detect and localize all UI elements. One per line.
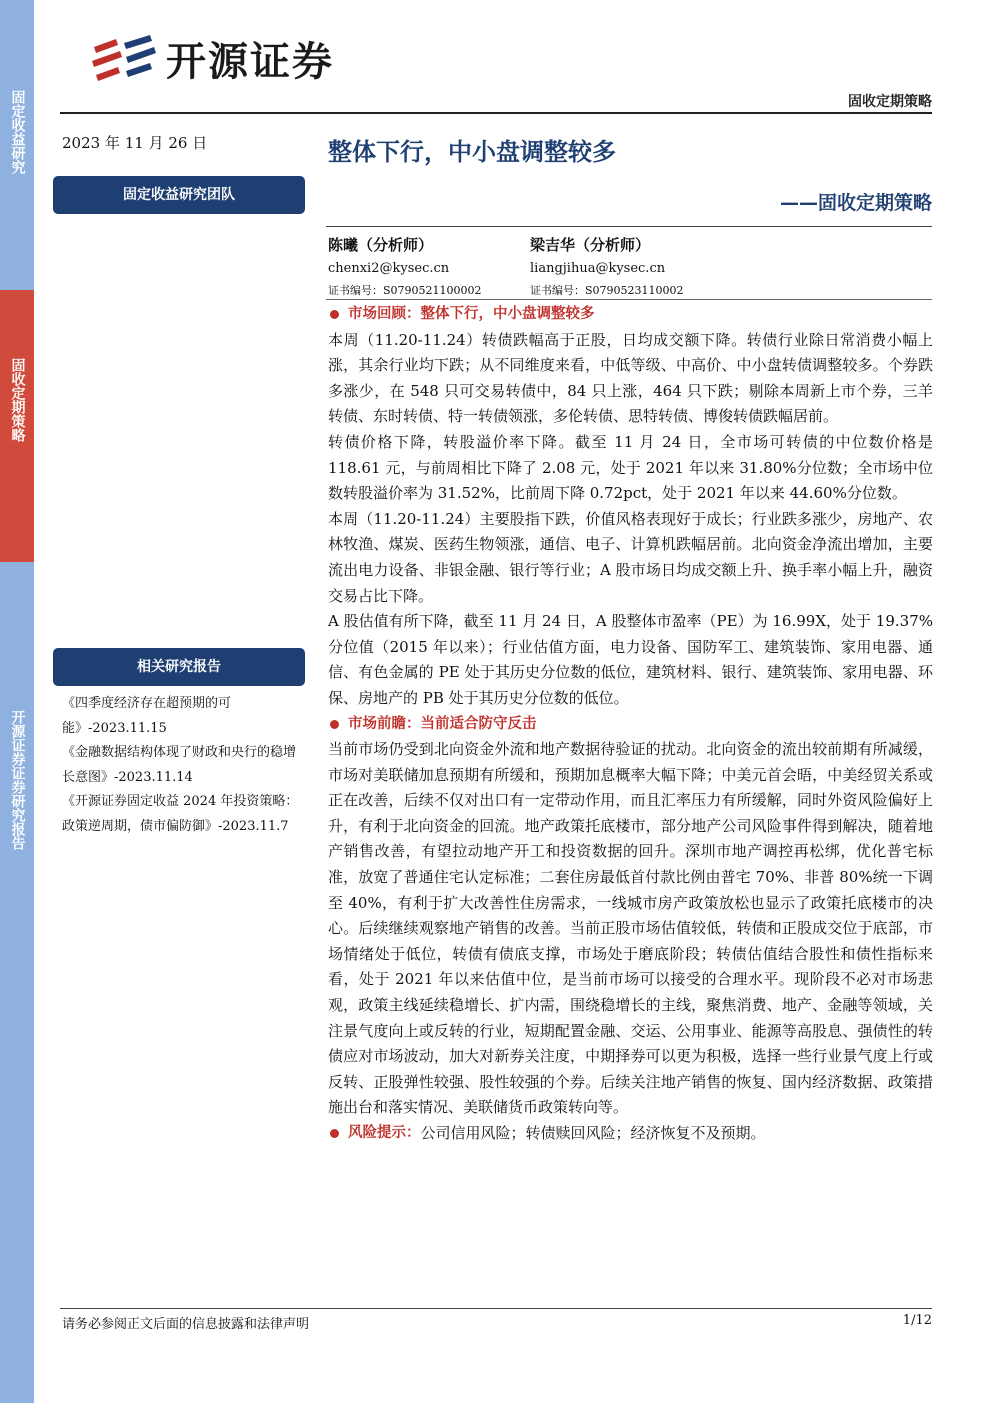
side-strip-label-1: 固定收益研究 [9, 90, 26, 174]
analyst-divider [326, 299, 932, 300]
title-divider [326, 226, 932, 227]
report-subtitle: ——固收定期策略 [779, 192, 932, 214]
team-label: 固定收益研究团队 [53, 176, 305, 214]
analyst-card [530, 234, 684, 300]
related-report-item[interactable]: 《开源证券固定收益 2024 年投资策略：政策逆周期，债市偏防御》-2023.11.7 [62, 794, 299, 834]
body-paragraph: 本周（11.20-11.24）主要股指下跌，价值风格表现好于成长；行业跌多涨少，房地产、农林牧渔、煤炭、医药生物领涨，通信、电子、计算机跌幅居前。北向资金净流出增加，主要流出电力设备、非银金融、银行等行业；A 股市场日均成交额上升、换手率小幅上升，融资交易占比下降。 [328, 509, 933, 605]
analyst-email[interactable]: liangjihua@kysec.cn [530, 261, 666, 276]
footer-divider [60, 1308, 932, 1309]
section-title: 市场前瞻：当前适合防守反击 [348, 715, 537, 732]
risk-text: 公司信用风险；转债赎回风险；经济恢复不及预期。 [420, 1124, 766, 1142]
report-category: 固收定期策略 [848, 94, 932, 110]
risk-title: 风险提示： [348, 1125, 421, 1141]
analyst-cert: 证书编号：S0790523110002 [530, 284, 684, 297]
body-paragraph: 当前市场仍受到北向资金外流和地产数据待验证的扰动。北向资金的流出较前期有所减缓，市场对美联储加息预期有所缓和，预期加息概率大幅下降；中美元首会晤，中美经贸关系或正在改善，后续不仅对出口有一定带动作用，而且汇率压力有所缓解，同时外资风险偏好上升，有利于北向资金的回流。地产政策托底楼市，部分地产公司风险事件得到解决，随着地产销售改善，有望拉动地产开工和投资数据的回升。深圳市地产调控再松绑，优化普宅标准，放宽了普通住宅认定标准；二套住房最低首付款比例由普宅 70%、非普 80%统一下调至 40%，有利于扩大改善性住房需求，一线城市房产政策放松也显示了政策托底楼市的决心。后续继续观察地产销售的改善。当前正股市场估值较低，转债和正股成交位于底部，市场情绪处于低位，转债有债底支撑，市场处于磨底阶段；转债估值结合股性和债性指标来看，处于 2021 年以来估值中位，是当前市场可以接受的合理水平。现阶段不必对市场悲观，政策主线延续稳增长、扩内需，围绕稳增长的主线，聚焦消费、地产、金融等领域，关注景气度向上或反转的行业，短期配置金融、交运、公用事业、能源等高股息、强债性的转债应对市场波动，加大对新券关注度，中期择券可以更为积极，选择一些行业景气度上行或反转、正股弹性较强、股性较强的个券。后续关注地产销售的恢复、国内经济数据、政策措施出台和落实情况、美联储货币政策转向等。 [328, 740, 933, 1117]
logo-text: 开源证券 [166, 39, 334, 85]
body-paragraph: 转债价格下降，转股溢价率下降。截至 11 月 24 日，全市场可转债的中位数价格是 118.61 元，与前周相比下降了 2.08 元，处于 2021 年以来 31.80%分位数；全市场中位数转股溢价率为 31.52%，比前周下降 0.72pct，处于 2021 年以来 44.60%分位数。 [328, 432, 933, 503]
bullet-icon [330, 720, 339, 729]
company-logo [90, 30, 334, 87]
analyst-card [328, 234, 482, 300]
side-strip-fixed-income [0, 0, 34, 290]
related-reports-list [62, 692, 308, 839]
analyst-name: 陈曦（分析师） [328, 236, 434, 254]
section-heading-market-outlook [328, 712, 933, 738]
report-title: 整体下行，中小盘调整较多 [328, 138, 616, 166]
section-heading-market-review [328, 302, 933, 328]
related-report-item[interactable]: 《四季度经济存在超预期的可能》-2023.11.15 [62, 696, 232, 736]
report-body [328, 302, 933, 1147]
report-date: 2023 年 11 月 26 日 [62, 134, 208, 152]
analyst-name: 梁吉华（分析师） [530, 236, 651, 254]
side-strip-report [0, 562, 34, 1403]
section-heading-risk [328, 1121, 933, 1147]
side-strip-strategy [0, 290, 34, 562]
body-paragraph: A 股估值有所下降，截至 11 月 24 日，A 股整体市盈率（PE）为 16.99X，处于 19.37%分位值（2015 年以来）；行业估值方面，电力设备、国防军工、建筑装饰、家用电器、通信、有色金属的 PE 处于其历史分位数的低位，建筑材料、银行、建筑装饰、家用电器、环保、房地产的 PB 处于其历史分位数的低位。 [328, 612, 933, 707]
related-reports-title: 相关研究报告 [53, 648, 305, 686]
side-strip-label-2: 固收定期策略 [9, 358, 26, 442]
page-number: 1/12 [902, 1313, 932, 1328]
footer-disclaimer: 请务必参阅正文后面的信息披露和法律声明 [62, 1317, 310, 1332]
bullet-icon [330, 1129, 339, 1138]
related-report-item[interactable]: 《金融数据结构体现了财政和央行的稳增长意图》-2023.11.14 [62, 745, 297, 785]
section-title: 市场回顾：整体下行，中小盘调整较多 [348, 306, 595, 322]
side-strip-label-3: 开源证券证券研究报告 [9, 710, 26, 850]
bullet-icon [330, 310, 339, 319]
body-paragraph: 本周（11.20-11.24）转债跌幅高于正股，日均成交额下降。转债行业除日常消费小幅上涨，其余行业均下跌；从不同维度来看，中低等级、中高价、中小盘转债调整较多。个券跌多涨少，在 548 只可交易转债中，84 只上涨，464 只下跌；剔除本周新上市个券，三羊转债、东时转债、特一转债领涨，多伦转债、思特转债、博俊转债跌幅居前。 [328, 330, 933, 426]
logo-mark-icon [90, 33, 158, 85]
header-divider [60, 112, 932, 114]
analyst-email[interactable]: chenxi2@kysec.cn [328, 261, 450, 276]
analyst-cert: 证书编号：S0790521100002 [328, 284, 482, 297]
